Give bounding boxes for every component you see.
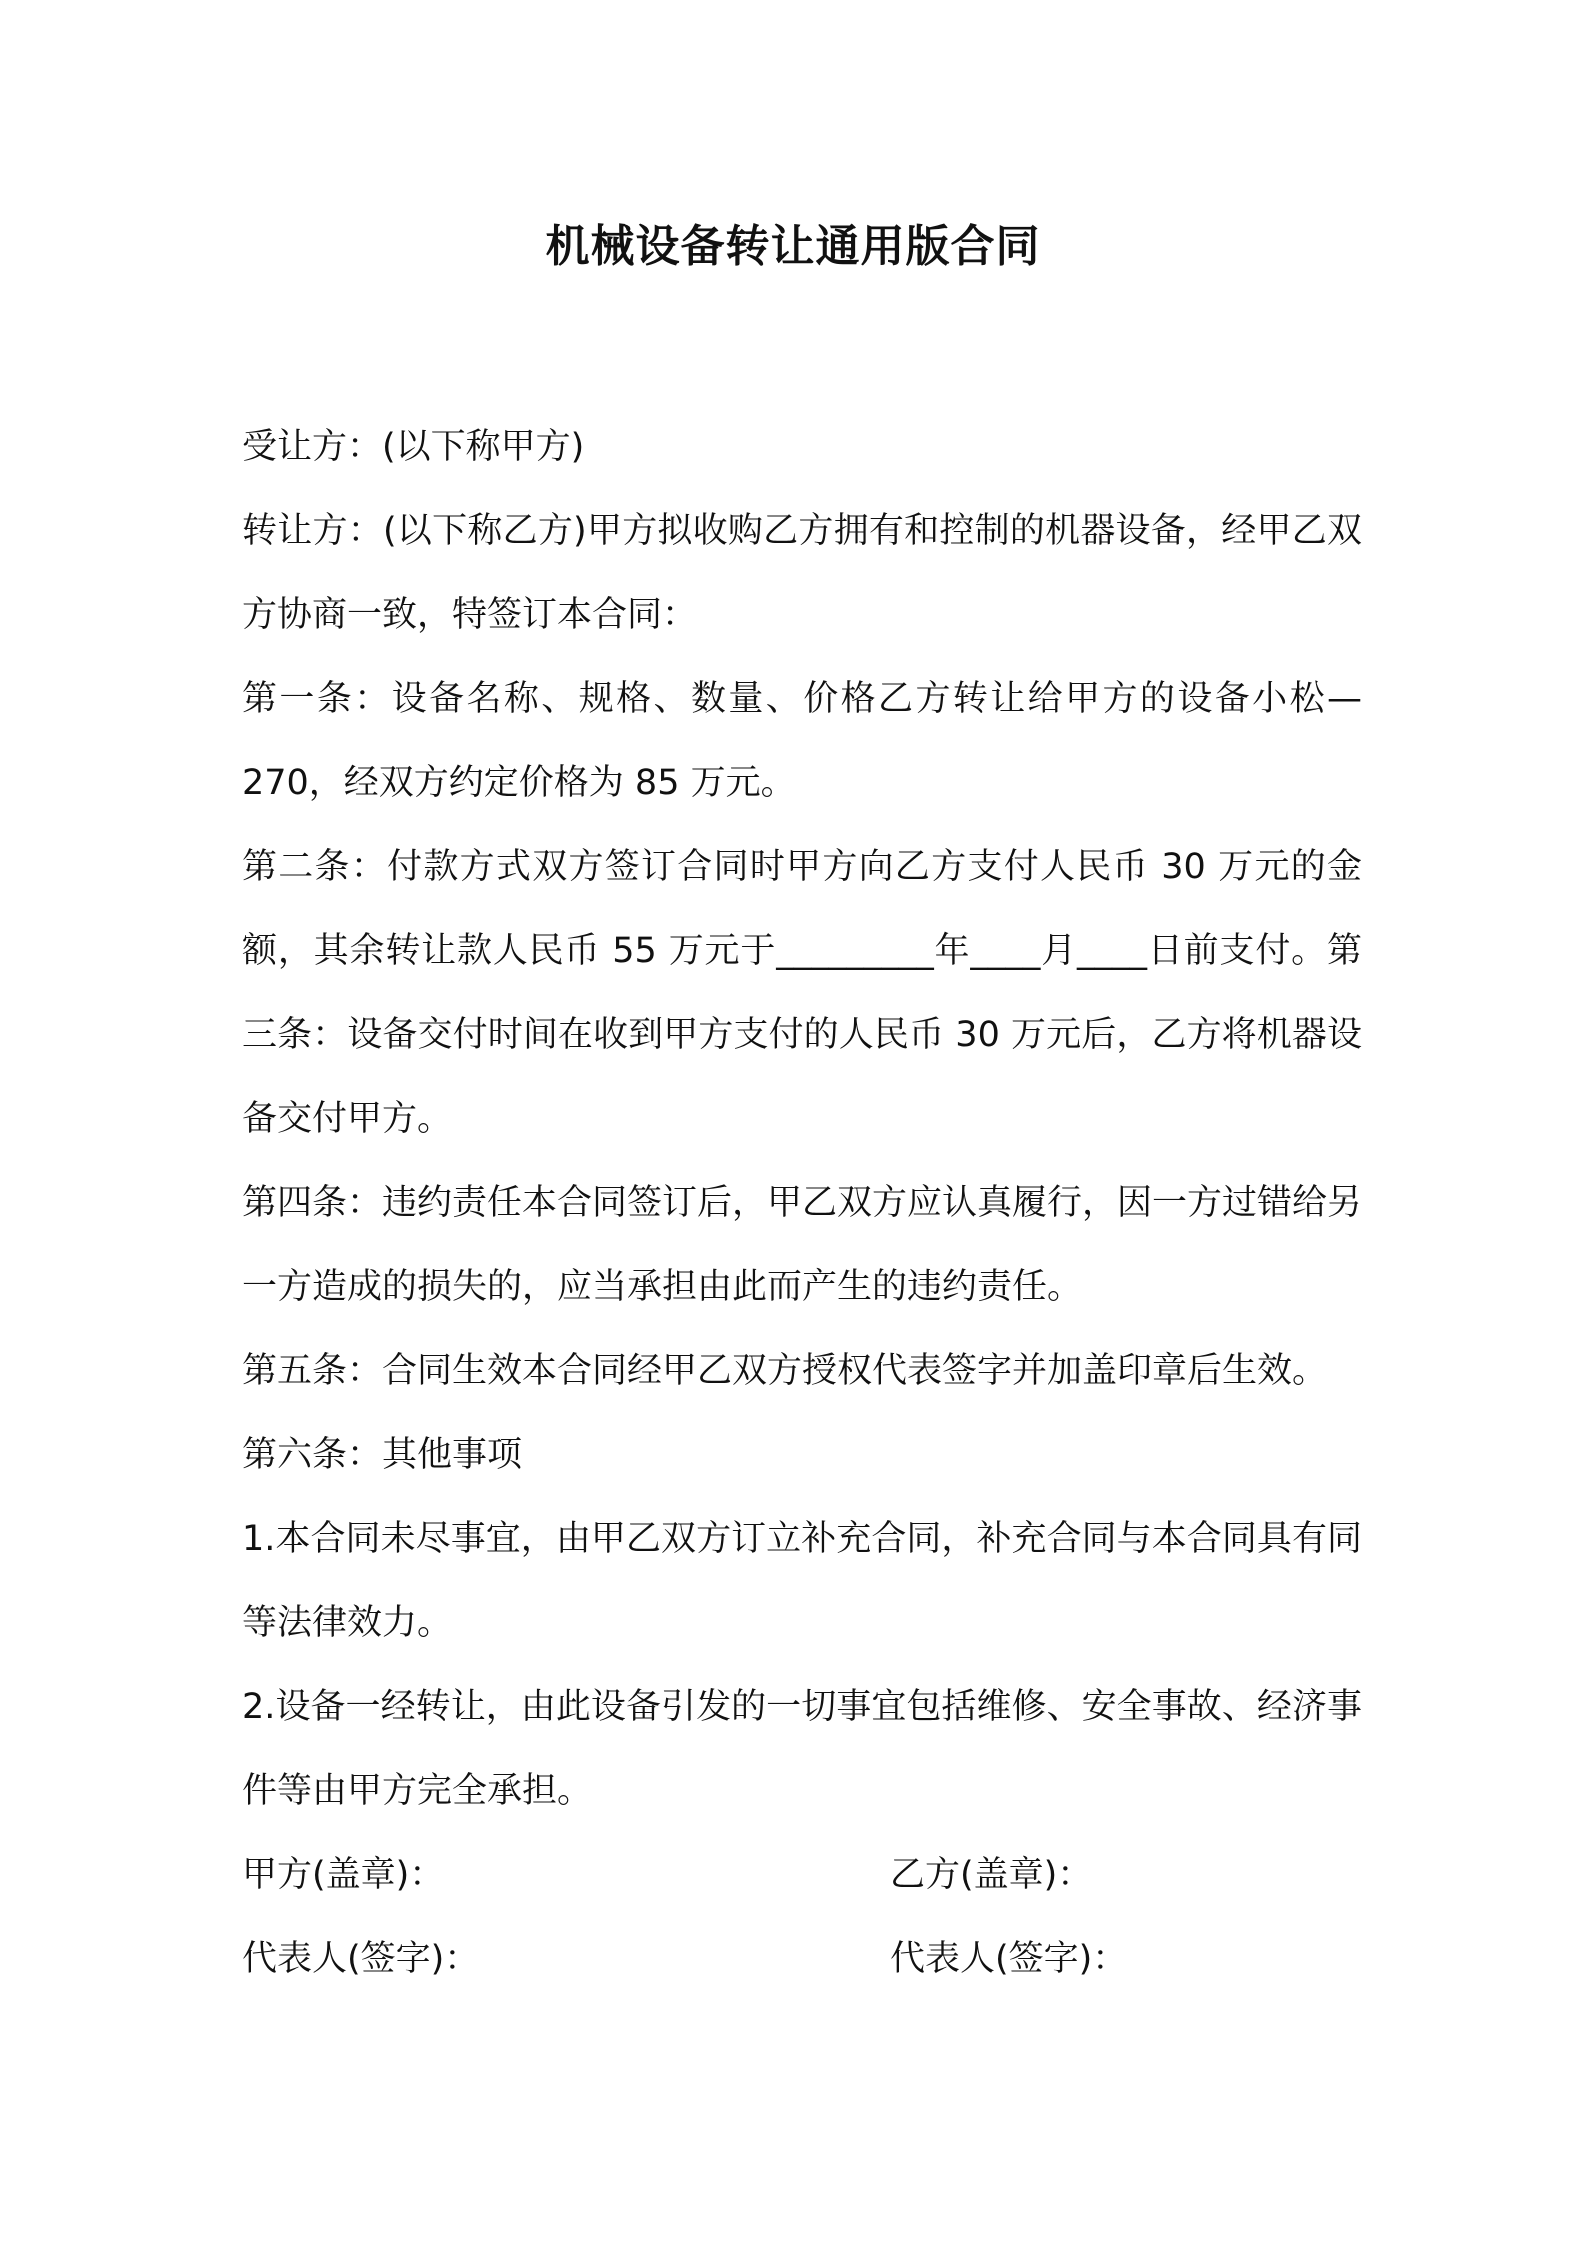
clause-article-6-item-2: 2.设备一经转让，由此设备引发的一切事宜包括维修、安全事故、经济事件等由甲方完全承担。 xyxy=(242,1687,1362,1811)
party-a-seal-label: 甲方(盖章)： xyxy=(242,1855,445,1895)
document-body xyxy=(242,405,1362,2001)
seal-row xyxy=(242,1833,1362,1917)
clause-article-4: 第四条：违约责任本合同签订后，甲乙双方应认真履行，因一方过错给另一方造成的损失的，应当承担由此而产生的违约责任。 xyxy=(242,1183,1363,1307)
party-b-seal-label: 乙方(盖章)： xyxy=(890,1855,1093,1895)
clause-article-6-heading: 第六条：其他事项 xyxy=(242,1435,523,1475)
clause-transferor: 转让方：(以下称乙方)甲方拟收购乙方拥有和控制的机器设备，经甲乙双方协商一致，特签订本合同： xyxy=(242,511,1362,635)
clause-article-6-item-1: 1.本合同未尽事宜，由甲乙双方订立补充合同，补充合同与本合同具有同等法律效力。 xyxy=(242,1519,1362,1643)
clause-article-2-3: 第二条：付款方式双方签订合同时甲方向乙方支付人民币 30 万元的金额，其余转让款人民币 55 万元于_________年____月____日前支付。第三条：设备交付时间在收到甲方支付的人民币 30 万元后，乙方将机器设备交付甲方。 xyxy=(242,847,1362,1139)
representative-row xyxy=(242,1917,1362,2001)
clause-transferee: 受让方：(以下称甲方) xyxy=(242,427,585,467)
party-b-rep-label: 代表人(签字)： xyxy=(890,1939,1128,1979)
clause-article-5: 第五条：合同生效本合同经甲乙双方授权代表签字并加盖印章后生效。 xyxy=(242,1351,1328,1391)
party-a-rep-label: 代表人(签字)： xyxy=(242,1939,480,1979)
clause-article-1: 第一条：设备名称、规格、数量、价格乙方转让给甲方的设备小松—270，经双方约定价格为 85 万元。 xyxy=(242,679,1362,803)
document-title: 机械设备转让通用版合同 xyxy=(545,221,1041,272)
